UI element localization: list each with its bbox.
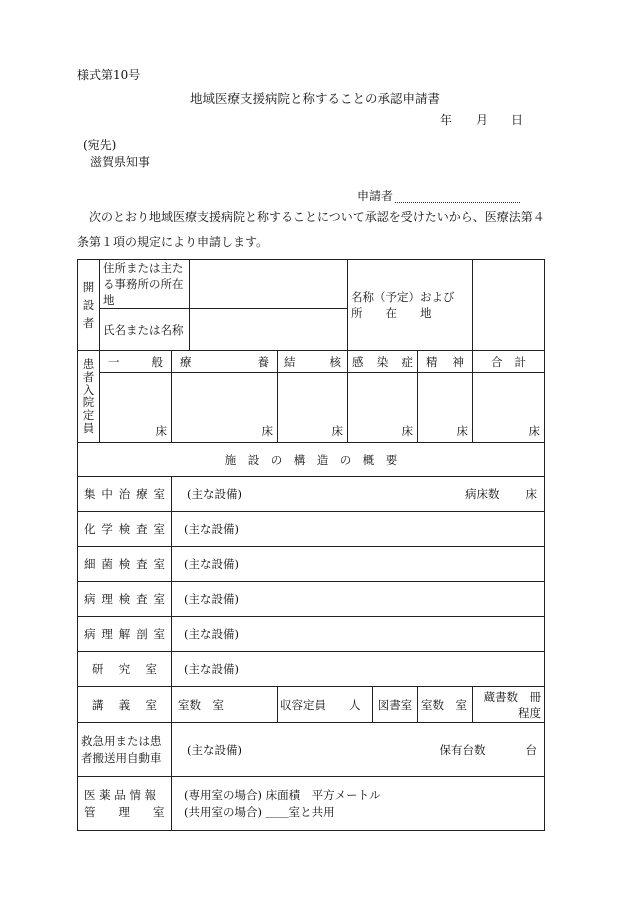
addressee-name: 滋賀県知事	[90, 155, 151, 169]
bact-lab-field[interactable]: (主な設備)	[172, 547, 545, 582]
capacity-header-infectious: 感染症	[348, 351, 418, 373]
autopsy-room-field[interactable]: (主な設備)	[172, 617, 545, 652]
lecture-rooms-field[interactable]: 室数 室	[172, 687, 278, 723]
capacity-header-total: 合 計	[473, 351, 545, 373]
icu-label: 集中治療室	[78, 477, 172, 512]
capacity-header-psychiatric: 精 神	[418, 351, 473, 373]
ambulance-field[interactable]: (主な設備) 保有台数 台	[172, 723, 545, 777]
autopsy-room-label: 病理解剖室	[78, 617, 172, 652]
lecture-capacity-field[interactable]: 収容定員 人	[278, 687, 373, 723]
icu-field[interactable]: (主な設備) 病床数 床	[172, 477, 545, 512]
drug-info-room-label: 医 薬 品 情 報 管 理 室	[78, 777, 172, 831]
founder-label: 開設者	[78, 260, 100, 351]
structure-heading: 施 設 の 構 造 の 概 要	[78, 443, 545, 477]
capacity-total-field[interactable]: 床	[473, 373, 545, 443]
library-label: 図書室	[373, 687, 418, 723]
document-title: 地域医療支援病院と称することの承認申請書	[189, 91, 440, 106]
capacity-header-long-term: 療 養	[172, 351, 278, 373]
bact-lab-label: 細菌検査室	[78, 547, 172, 582]
lecture-room-label: 講義室	[78, 687, 172, 723]
name-field[interactable]	[190, 309, 348, 351]
path-lab-label: 病理検査室	[78, 582, 172, 617]
facility-label: 名称（予定）および 所 在 地	[348, 260, 473, 351]
date-month: 月	[476, 113, 489, 127]
capacity-psychiatric-field[interactable]: 床	[418, 373, 473, 443]
name-label: 氏名または名称	[100, 309, 190, 351]
application-form-table	[77, 259, 545, 831]
capacity-header-tuberculosis: 結 核	[278, 351, 348, 373]
capacity-general-field[interactable]: 床	[100, 373, 172, 443]
chem-lab-field[interactable]: (主な設備)	[172, 512, 545, 547]
capacity-infectious-field[interactable]: 床	[348, 373, 418, 443]
library-rooms-field[interactable]: 室数 室	[418, 687, 473, 723]
form-number: 様式第10号	[77, 68, 141, 82]
applicant-label: 申請者	[357, 189, 394, 203]
ambulance-label: 救急用または患 者搬送用自動車	[78, 723, 172, 777]
research-room-label: 研究室	[78, 652, 172, 687]
drug-info-room-field[interactable]: (専用室の場合) 床面積 平方メートル (共用室の場合) ＿＿室と共用	[172, 777, 545, 831]
facility-field[interactable]	[473, 260, 545, 351]
capacity-long-term-field[interactable]: 床	[172, 373, 278, 443]
research-room-field[interactable]: (主な設備)	[172, 652, 545, 687]
path-lab-field[interactable]: (主な設備)	[172, 582, 545, 617]
address-label: 住所または主たる事務所の所在地	[100, 260, 190, 309]
library-books-field[interactable]: 蔵書数 冊程度	[473, 687, 545, 723]
addressee-prefix: (宛先)	[83, 138, 117, 152]
applicant-field[interactable]	[395, 202, 520, 203]
date-year: 年	[440, 113, 453, 127]
body-text: 次のとおり地域医療支援病院と称することについて承認を受けたいから、医療法第４条第１項の規定により申請します。	[77, 210, 545, 249]
capacity-tuberculosis-field[interactable]: 床	[278, 373, 348, 443]
capacity-label: 患者入院定員	[78, 351, 100, 443]
capacity-header-general: 一 般	[100, 351, 172, 373]
address-field[interactable]	[190, 260, 348, 309]
chem-lab-label: 化学検査室	[78, 512, 172, 547]
date-day: 日	[511, 113, 524, 127]
